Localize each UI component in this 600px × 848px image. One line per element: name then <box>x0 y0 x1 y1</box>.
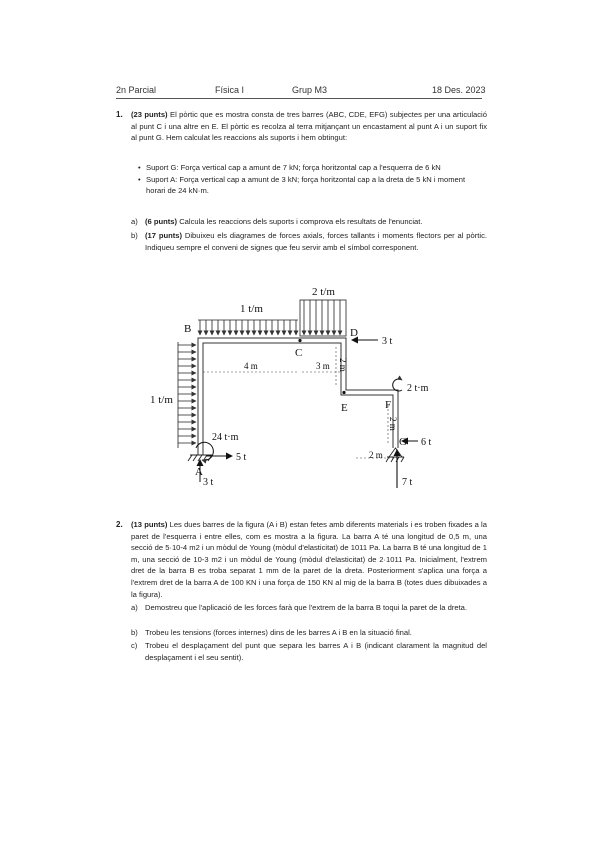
load-label-left: 1 t/m <box>150 394 173 406</box>
q1a-label: a) <box>131 217 138 226</box>
portal-frame-figure <box>140 280 460 495</box>
q1b-text: Dibuixeu els diagrames de forces axials, forces tallants i moments flectors per al pòrtic. Indiqueu sempre el conveni de signes que feu servir amb el símbol corresponent. <box>145 231 487 252</box>
node-e-label: E <box>341 402 348 414</box>
hinge-c <box>298 339 301 342</box>
force-g-v-label: 7 t <box>402 477 413 488</box>
node-d-label: D <box>350 327 358 339</box>
exam-name: 2n Parcial <box>116 85 157 95</box>
moment-f-label: 2 t·m <box>407 383 429 394</box>
distributed-load-top-left <box>198 320 298 335</box>
q1-intro-text: El pòrtic que es mostra consta de tres barres (ABC, CDE, EFG) subjectes per una articulació al punt C i una altre en E. El pòrtic es recolza al terra mitjançant un encastament al punt A i un suport fix al punt G. Hem calculat les reaccions als suports i hem obtingut: <box>131 110 487 143</box>
q1a <box>145 216 487 228</box>
q2-number: 2. <box>116 520 123 529</box>
q1-points: (23 punts) <box>131 110 168 119</box>
pin-support-g <box>386 448 404 462</box>
q1-bullet: • Suport G: Força vertical cap a amunt de 7 kN; força horitzontal cap a l'esquerra de 6 kN <box>138 163 441 172</box>
node-a-label: A <box>195 466 203 478</box>
q2c-text: Trobeu el desplaçament del punt que separa les barres A i B (indicant clarament la magnitud del desplaçament i el seu sentit). <box>145 641 487 662</box>
node-f-label: F <box>385 399 392 411</box>
dim-bc-label: 4 m <box>244 361 258 371</box>
q1b-points: (17 punts) <box>145 231 183 240</box>
moment-a-arrow <box>196 442 213 460</box>
force-a-v-label: 3 t <box>203 477 214 488</box>
dim-ground-label: 2 m <box>369 450 383 460</box>
dim-cd-label: 3 m <box>316 361 330 371</box>
q2a <box>145 602 487 614</box>
q1-bullet-g: Suport G: Força vertical cap a amunt de 7 kN; força horitzontal cap a l'esquerra de 6 kN <box>146 163 441 172</box>
q2c <box>145 640 487 663</box>
moment-f-arrow <box>393 379 402 391</box>
q1a-text: Calcula les reaccions dels suports i comprova els resultats de l'enunciat. <box>179 217 423 226</box>
load-label-top-left: 1 t/m <box>240 303 263 315</box>
q1a-points: (6 punts) <box>145 217 178 226</box>
dim-de-label: 2 m <box>338 358 348 372</box>
force-g-h-label: 6 t <box>421 437 432 448</box>
node-b-label: B <box>184 323 192 335</box>
q2a-text: Demostreu que l'aplicació de les forces farà que l'extrem de la barra B toqui la paret de la dreta. <box>145 603 468 612</box>
node-g-label: G <box>399 436 407 448</box>
q1-bullet-a: Suport A: Força vertical cap a amunt de 3 kN; força horitzontal cap a la dreta de 5 kN i moment horari de 24 kN·m. <box>146 174 466 196</box>
dim-fg-label: 2 m <box>388 417 398 431</box>
q1-intro <box>131 109 487 144</box>
q2-intro-text: Les dues barres de la figura (A i B) estan fetes amb diferents materials i es troben fixades a la paret de l'esquerra i entre elles, com es mostra a la figura. La barra A té una longitud de 0,5 m, una secció de 5·10-4 m2 i un mòdul de Young (mòdul d'elasticitat) de 1011 Pa. La barra B té una longitud de 1 m, una secció de 10-3 m2 i un mòdul de Young (mòdul d'elasticitat) de 2·1011 Pa. Inicialment, l'extrem dret de la barra B es troba separat 1 mm de la paret de la dreta. Posteriorment s'aplica una força a l'extrem dret de la barra A de 100 KN i una força de 150 KN al mig de la barra B (totes dues dibuixades a la figura). <box>131 520 487 599</box>
q2-intro <box>131 519 487 600</box>
distributed-load-top-right <box>300 300 346 336</box>
q1-number: 1. <box>116 110 123 119</box>
force-d-label: 3 t <box>382 336 393 347</box>
q2a-label: a) <box>131 603 138 612</box>
load-label-top-right: 2 t/m <box>312 286 335 298</box>
distributed-load-left <box>178 342 196 448</box>
node-c-label: C <box>295 347 303 359</box>
q2-points: (13 punts) <box>131 520 168 529</box>
force-a-h-label: 5 t <box>236 452 247 463</box>
q1b <box>145 230 487 253</box>
q2b-label: b) <box>131 628 138 637</box>
q1-bullets <box>138 162 486 197</box>
q2b-text: Trobeu les tensions (forces internes) dins de les barres A i B en la situació final. <box>145 628 412 637</box>
q2b <box>145 627 487 639</box>
moment-a-label: 24 t·m <box>212 432 239 443</box>
subject-name: Física I <box>215 85 245 95</box>
q1b-label: b) <box>131 231 138 240</box>
q2c-label: c) <box>131 641 138 650</box>
group-name: Grup M3 <box>292 85 328 95</box>
exam-date: 18 Des. 2023 <box>432 85 486 95</box>
hinge-e <box>342 391 345 394</box>
q1-bullet: • Suport A: Força vertical cap a amunt de 3 kN; força horitzontal cap a la dreta de 5 kN i moment horari de 24 kN·m. <box>138 174 486 197</box>
header-rule <box>116 98 482 99</box>
